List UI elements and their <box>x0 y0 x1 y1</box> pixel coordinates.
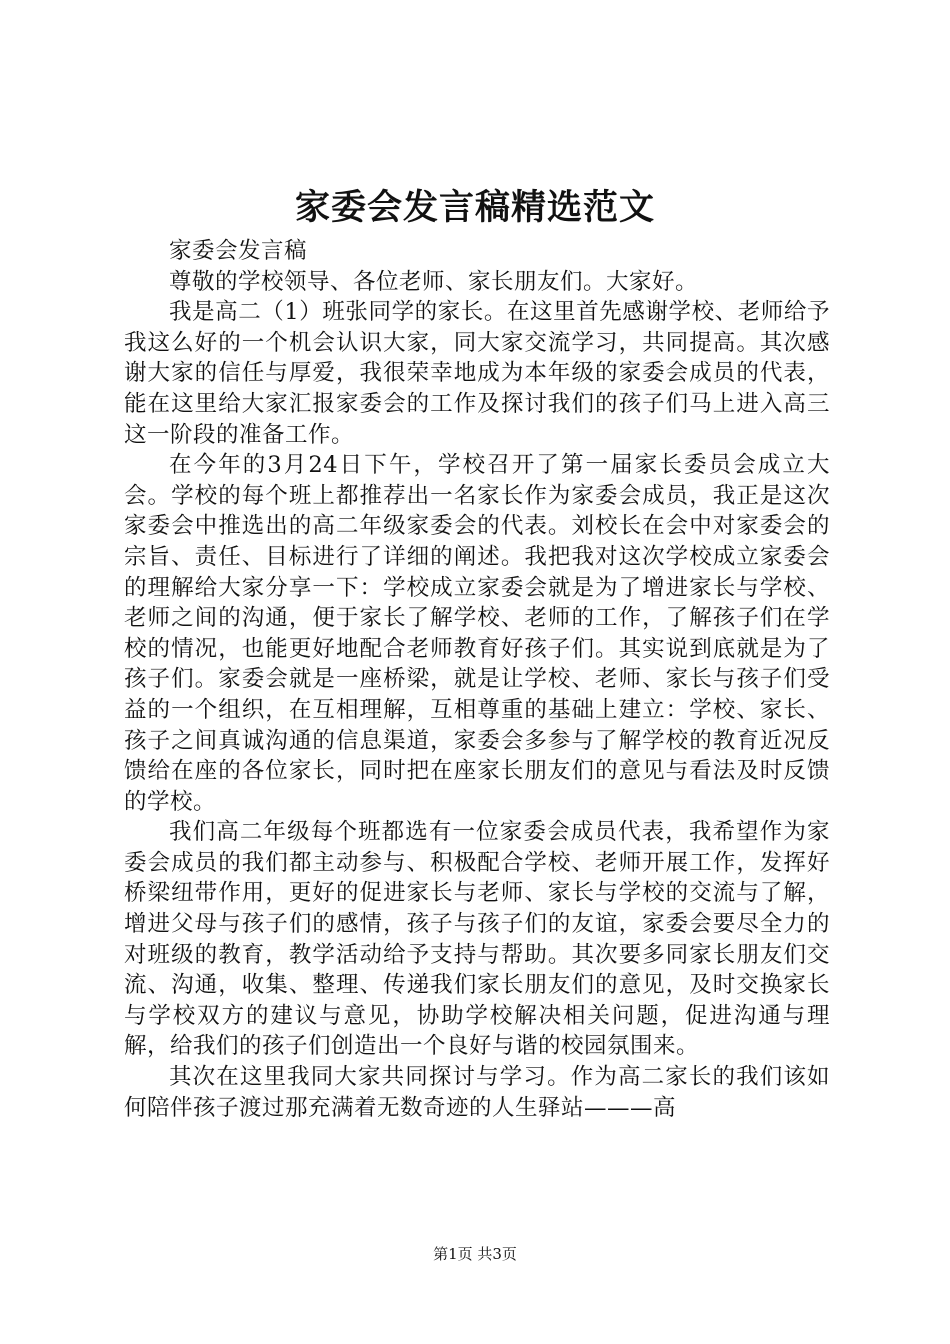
paragraph-introduction: 我是高二（1）班张同学的家长。在这里首先感谢学校、老师给予我这么好的一个机会认识大家，同大家交流学习，共同提高。其次感谢大家的信任与厚爱，我很荣幸地成为本年级的家委会成员的代表，能在这里给大家汇报家委会的工作及探讨我们的孩子们马上进入高三这一阶段的准备工作。 <box>124 299 830 448</box>
paragraph-discussion: 其次在这里我同大家共同探讨与学习。作为高二家长的我们该如何陪伴孩子渡过那充满着无数奇迹的人生驿站———高 <box>124 1064 830 1121</box>
paragraph-greeting: 尊敬的学校领导、各位老师、家长朋友们。大家好。 <box>169 268 699 295</box>
document-title: 家委会发言稿精选范文 <box>294 187 655 228</box>
document-body <box>124 236 830 1123</box>
paragraph-heading: 家委会发言稿 <box>169 238 308 264</box>
paragraph-committee-founding: 在今年的3月24日下午，学校召开了第一届家长委员会成立大会。学校的每个班上都推荐出一名家长作为家委会成员，我正是这次家委会中推选出的高二年级家委会的代表。刘校长在会中对家委会的宗旨、责任、目标进行了详细的阐述。我把我对这次学校成立家委会的理解给大家分享一下：学校成立家委会就是为了增进家长与学校、老师之间的沟通，便于家长了解学校、老师的工作，了解孩子们在学校的情况，也能更好地配合老师教育好孩子们。其实说到底就是为了孩子们。家委会就是一座桥梁，就是让学校、老师、家长与孩子们受益的一个组织，在互相理解，互相尊重的基础上建立：学校、家长、孩子之间真诚沟通的信息渠道，家委会多参与了解学校的教育近况反馈给在座的各位家长，同时把在座家长朋友们的意见与看法及时反馈的学校。 <box>124 452 830 815</box>
page-number-footer: 第1页 共3页 <box>433 1245 517 1263</box>
paragraph-committee-role: 我们高二年级每个班都选有一位家委会成员代表，我希望作为家委会成员的我们都主动参与、积极配合学校、老师开展工作，发挥好桥梁纽带作用，更好的促进家长与老师、家长与学校的交流与了解，增进父母与孩子们的感情，孩子与孩子们的友谊，家委会要尽全力的对班级的教育，教学活动给予支持与帮助。其次要多同家长朋友们交流、沟通，收集、整理、传递我们家长朋友们的意见，及时交换家长与学校双方的建议与意见，协助学校解决相关问题，促进沟通与理解，给我们的孩子们创造出一个良好与谐的校园氛围来。 <box>124 819 830 1060</box>
